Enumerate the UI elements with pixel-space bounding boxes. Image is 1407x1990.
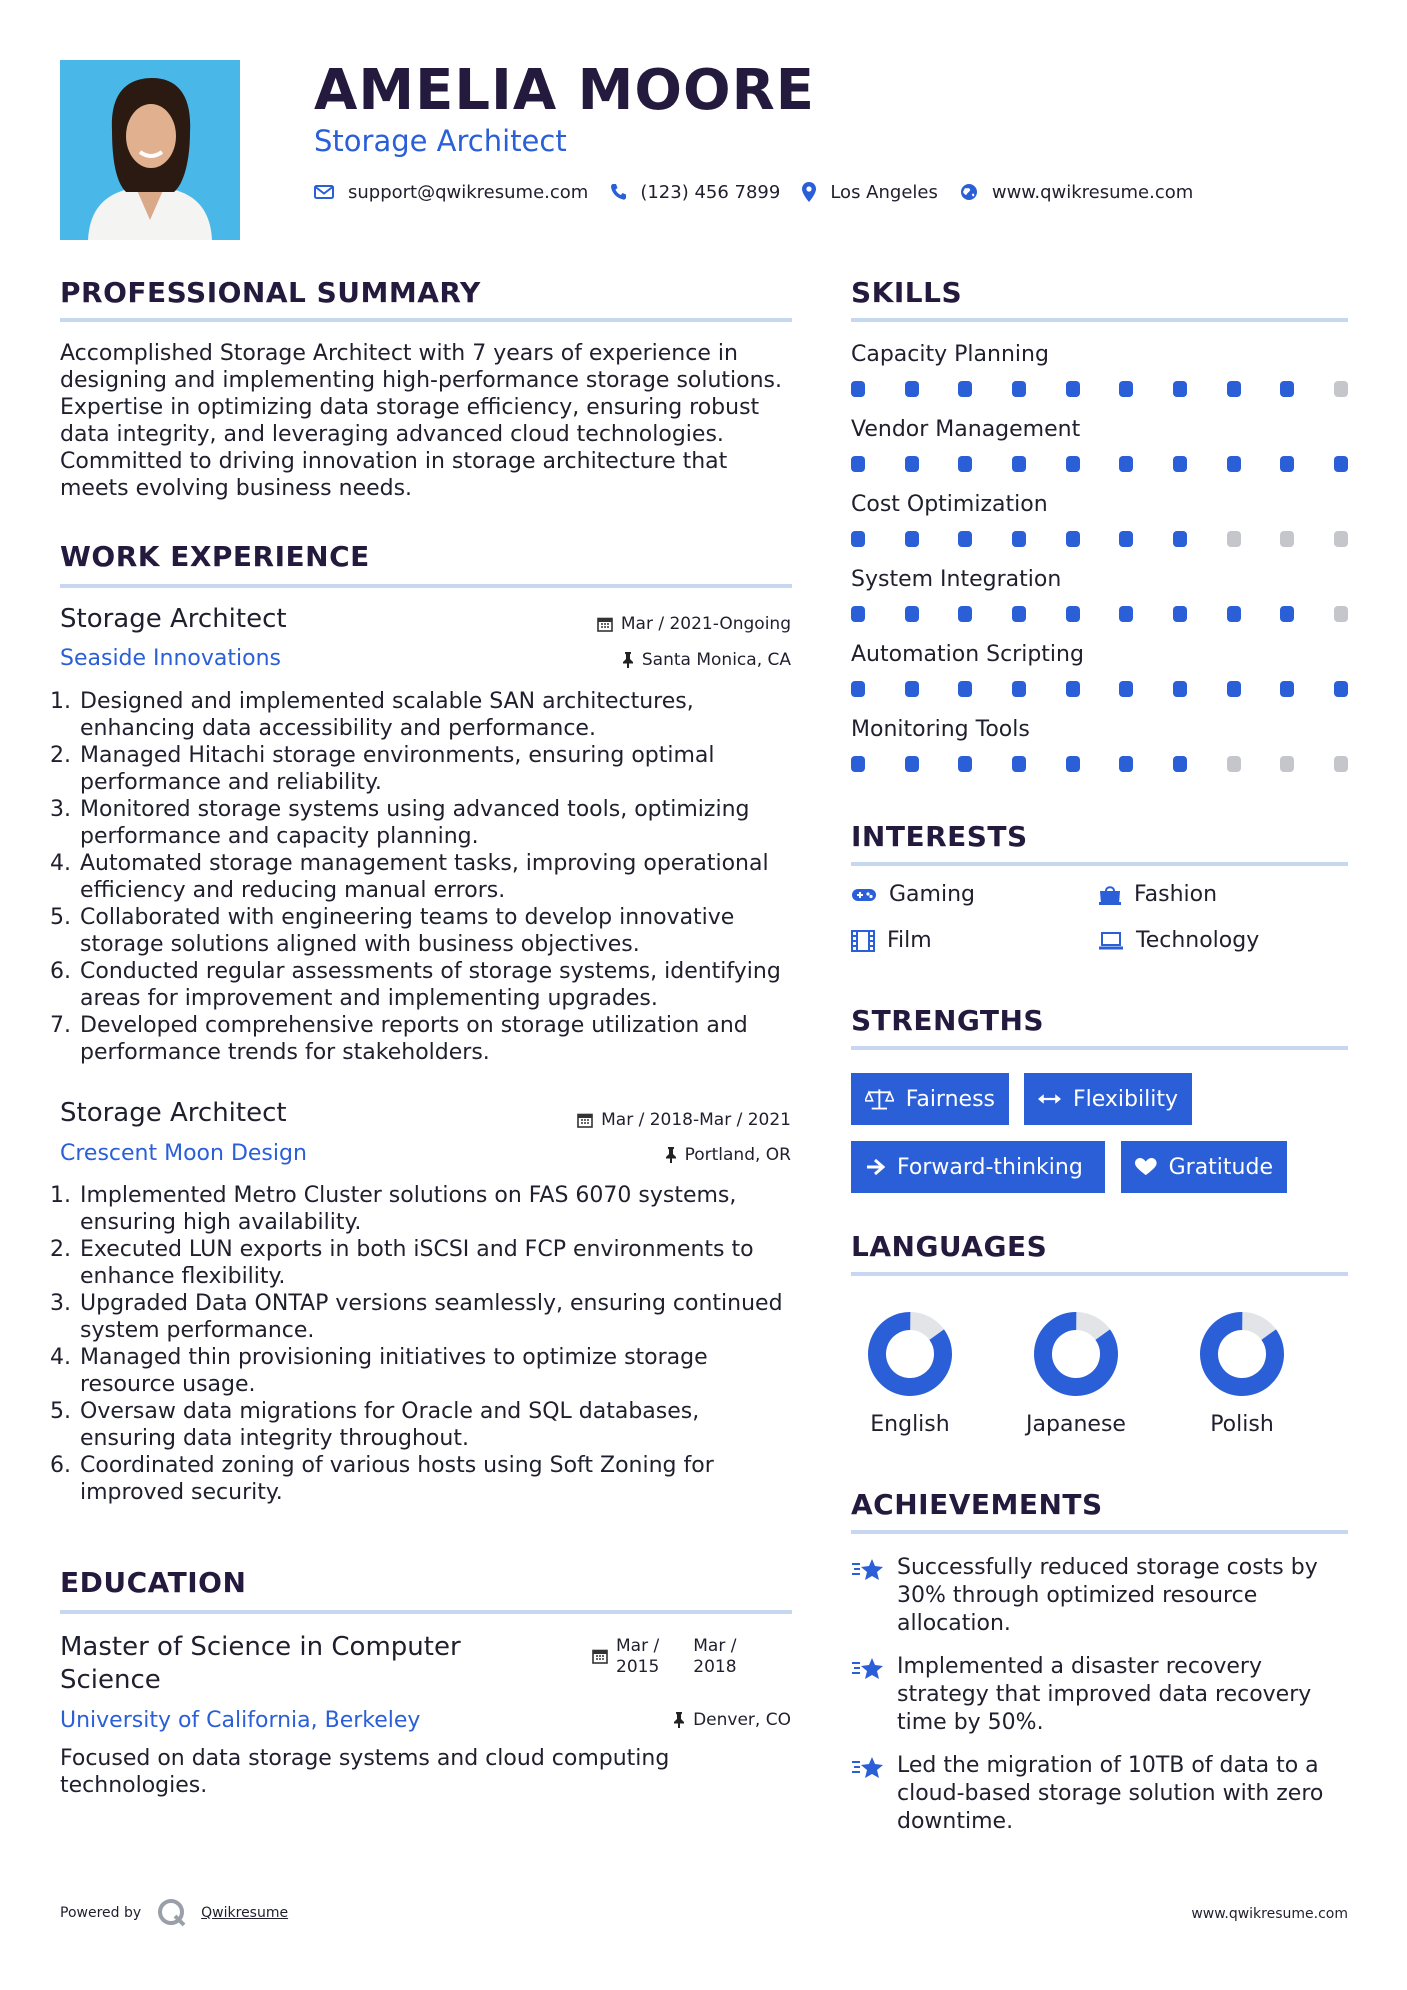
skill-dot-filled: [1066, 531, 1080, 547]
skill-dot-filled: [1227, 606, 1241, 622]
job-bullets: [54, 1182, 792, 1506]
skills-divider: [851, 318, 1348, 322]
skill-dot-filled: [905, 456, 919, 472]
education-description: Focused on data storage systems and cloud computing technologies.: [60, 1746, 670, 1798]
footer-website[interactable]: www.qwikresume.com: [1191, 1906, 1348, 1922]
arrow-right-icon: [865, 1158, 885, 1176]
skill-dot-filled: [851, 531, 865, 547]
summary-heading: PROFESSIONAL SUMMARY: [60, 276, 481, 309]
skill-dot-filled: [1119, 756, 1133, 772]
job-location: [622, 650, 791, 670]
language-item: [1006, 1310, 1146, 1437]
skill-name: Monitoring Tools: [851, 717, 1030, 742]
achievements-heading: ACHIEVEMENTS: [851, 1488, 1103, 1521]
languages-heading: LANGUAGES: [851, 1230, 1048, 1263]
skill-dot-filled: [958, 381, 972, 397]
job-location-text: Portland, OR: [684, 1145, 791, 1165]
end-month: Mar /: [693, 1636, 737, 1656]
interest-item: [1098, 928, 1259, 953]
achievement-item: [851, 1653, 1348, 1737]
qwikresume-logo-icon: [157, 1898, 187, 1928]
skill-dot-filled: [1066, 681, 1080, 697]
calendar-icon: [597, 616, 613, 632]
skill-dot-empty: [1280, 531, 1294, 547]
education-location: [673, 1710, 791, 1730]
job-bullet: 5. Oversaw data migrations for Oracle and SQL databases, ensuring data integrity throughout.: [78, 1398, 792, 1452]
job-dates-text: Mar / 2021-Ongoing: [620, 614, 791, 634]
skill-dot-filled: [1173, 756, 1187, 772]
job-bullet: 1. Designed and implemented scalable SAN architectures, enhancing data accessibility and performance.: [78, 688, 792, 742]
strengths-divider: [851, 1046, 1348, 1050]
job-bullet: 6. Conducted regular assessments of storage systems, identifying areas for improvement and implementing upgrades.: [78, 958, 792, 1012]
job-bullet: 5. Collaborated with engineering teams to develop innovative storage solutions aligned with business objectives.: [78, 904, 792, 958]
map-pin-icon: [802, 182, 816, 202]
skill-dot-filled: [1012, 531, 1026, 547]
education-dates: [592, 1636, 737, 1678]
shooting-star-icon: [851, 1754, 885, 1782]
company-name: Crescent Moon Design: [60, 1141, 307, 1166]
interest-item: [851, 928, 932, 953]
skill-dot-filled: [958, 681, 972, 697]
language-item: [840, 1310, 980, 1437]
education-location-text: Denver, CO: [693, 1710, 791, 1730]
skill-dot-filled: [905, 756, 919, 772]
school-name: University of California, Berkeley: [60, 1708, 421, 1733]
skill-rating: [851, 381, 1348, 397]
laptop-icon: [1098, 931, 1124, 951]
location-text: Los Angeles: [830, 181, 938, 203]
summary-divider: [60, 318, 792, 322]
job-bullet: 3. Monitored storage systems using advanced tools, optimizing performance and capacity planning.: [78, 796, 792, 850]
interest-label: Fashion: [1134, 882, 1218, 907]
calendar-icon: [577, 1112, 593, 1128]
skill-name: Cost Optimization: [851, 492, 1048, 517]
phone-icon: [610, 183, 626, 201]
skill-dot-empty: [1334, 606, 1348, 622]
job-bullet: 2. Managed Hitachi storage environments, ensuring optimal performance and reliability.: [78, 742, 792, 796]
skill-row: [851, 492, 1348, 547]
experience-divider: [60, 584, 792, 588]
experience-heading: WORK EXPERIENCE: [60, 540, 370, 573]
contact-website[interactable]: [960, 182, 1193, 203]
skill-dot-filled: [851, 606, 865, 622]
skill-dot-filled: [1280, 456, 1294, 472]
donut-fill: [1198, 1310, 1286, 1398]
skill-rating: [851, 531, 1348, 547]
strength-tag: [1024, 1073, 1192, 1125]
skill-dot-empty: [1334, 531, 1348, 547]
job-title: Storage Architect: [60, 604, 287, 634]
website-text: www.qwikresume.com: [991, 181, 1194, 203]
skill-dot-filled: [1173, 681, 1187, 697]
skill-dot-filled: [1066, 456, 1080, 472]
languages-divider: [851, 1272, 1348, 1276]
interest-item: [851, 882, 975, 907]
skill-dot-filled: [958, 456, 972, 472]
skill-dot-filled: [905, 681, 919, 697]
job-bullets: [54, 688, 792, 1066]
pushpin-icon: [673, 1712, 685, 1728]
interest-label: Film: [887, 928, 932, 953]
achievement-item: [851, 1554, 1348, 1638]
donut-fill: [1032, 1310, 1120, 1398]
skill-dot-filled: [905, 531, 919, 547]
summary-text: Accomplished Storage Architect with 7 years of experience in designing and implementing high-performance storage solutions. Expertise in optimizing data storage efficiency, ensuring robust data integrity, and leveraging advanced cloud technologies. Committed to driving innovation in storage architecture that meets evolving business needs.: [60, 341, 783, 501]
skill-row: [851, 717, 1348, 772]
interests-divider: [851, 862, 1348, 866]
job-title: Storage Architect: [60, 1098, 287, 1128]
strength-label: Gratitude: [1168, 1154, 1273, 1180]
job-bullet: 4. Automated storage management tasks, improving operational efficiency and reducing manual errors.: [78, 850, 792, 904]
contact-location: [802, 182, 938, 203]
skill-dot-filled: [1280, 381, 1294, 397]
candidate-name: AMELIA MOORE: [314, 58, 815, 123]
shooting-star-icon: [851, 1655, 885, 1683]
strength-tag: [851, 1141, 1105, 1193]
skill-dot-filled: [1119, 531, 1133, 547]
achievement-text: Successfully reduced storage costs by 30% through optimized resource allocation.: [897, 1555, 1318, 1636]
skill-dot-filled: [958, 531, 972, 547]
balance-scale-icon: [865, 1087, 894, 1111]
skill-dot-filled: [1012, 606, 1026, 622]
skill-dot-filled: [1173, 606, 1187, 622]
skill-dot-empty: [1334, 756, 1348, 772]
skill-dot-filled: [1173, 456, 1187, 472]
skill-dot-empty: [1227, 531, 1241, 547]
skill-dot-filled: [851, 456, 865, 472]
skill-dot-filled: [1334, 456, 1348, 472]
gamepad-icon: [851, 887, 877, 903]
skill-row: [851, 567, 1348, 622]
pushpin-icon: [665, 1147, 677, 1163]
skill-dot-filled: [1227, 456, 1241, 472]
skill-dot-filled: [1119, 456, 1133, 472]
calendar-icon: [592, 1648, 608, 1664]
skill-dot-filled: [905, 606, 919, 622]
skill-dot-filled: [958, 756, 972, 772]
education-divider: [60, 1610, 792, 1614]
job-bullet: 1. Implemented Metro Cluster solutions on FAS 6070 systems, ensuring high availability.: [78, 1182, 792, 1236]
profile-photo: [60, 60, 240, 240]
envelope-icon: [314, 184, 334, 200]
job-location-text: Santa Monica, CA: [641, 650, 791, 670]
achievement-text: Implemented a disaster recovery strategy that improved data recovery time by 50%.: [897, 1654, 1312, 1735]
globe-icon: [960, 183, 978, 201]
footer-powered-by: [60, 1898, 288, 1928]
skill-dot-empty: [1227, 756, 1241, 772]
start-year: 2015: [616, 1657, 660, 1677]
skill-dot-filled: [851, 381, 865, 397]
language-name: English: [870, 1412, 950, 1437]
skill-dot-filled: [1227, 381, 1241, 397]
shopping-bag-icon: [1098, 884, 1122, 906]
achievement-item: [851, 1752, 1348, 1836]
job-bullet: 6. Coordinated zoning of various hosts using Soft Zoning for improved security.: [78, 1452, 792, 1506]
skill-dot-filled: [1119, 681, 1133, 697]
skill-rating: [851, 456, 1348, 472]
language-donut: [1032, 1310, 1120, 1398]
interest-item: [1098, 882, 1217, 907]
powered-by-text: Powered by: [60, 1905, 142, 1921]
skill-dot-filled: [1119, 606, 1133, 622]
phone-text: (123) 456 7899: [640, 181, 781, 203]
skill-dot-filled: [851, 756, 865, 772]
skills-heading: SKILLS: [851, 276, 963, 309]
brand-link[interactable]: Qwikresume: [201, 1905, 289, 1921]
heart-icon: [1135, 1157, 1157, 1177]
skill-dot-empty: [1334, 381, 1348, 397]
skill-name: Capacity Planning: [851, 342, 1049, 367]
skill-dot-filled: [1012, 456, 1026, 472]
job-dates: [597, 614, 791, 634]
interests-heading: INTERESTS: [851, 820, 1028, 853]
education-heading: EDUCATION: [60, 1566, 247, 1599]
pushpin-icon: [622, 652, 634, 668]
skill-dot-filled: [1066, 381, 1080, 397]
skill-dot-filled: [1173, 381, 1187, 397]
degree-line-2: Science: [60, 1665, 161, 1695]
skill-name: Automation Scripting: [851, 642, 1084, 667]
strength-label: Fairness: [905, 1086, 995, 1112]
skill-dot-filled: [1280, 606, 1294, 622]
skill-dot-filled: [1334, 681, 1348, 697]
job-location: [665, 1145, 791, 1165]
job-dates: [577, 1110, 791, 1130]
skill-dot-filled: [1066, 606, 1080, 622]
job-bullet: 4. Managed thin provisioning initiatives to optimize storage resource usage.: [78, 1344, 792, 1398]
language-name: Polish: [1210, 1412, 1274, 1437]
skill-dot-filled: [1227, 681, 1241, 697]
job-bullet: 7. Developed comprehensive reports on storage utilization and performance trends for stakeholders.: [78, 1012, 792, 1066]
strength-tag: [1121, 1141, 1287, 1193]
start-month: Mar /: [616, 1636, 660, 1656]
contact-phone[interactable]: [610, 182, 780, 203]
skill-dot-empty: [1280, 756, 1294, 772]
skill-dot-filled: [1012, 381, 1026, 397]
interest-label: Gaming: [889, 882, 975, 907]
strength-label: Flexibility: [1073, 1086, 1178, 1112]
language-donut: [1198, 1310, 1286, 1398]
skill-row: [851, 417, 1348, 472]
interest-label: Technology: [1136, 928, 1260, 953]
film-icon: [851, 930, 875, 952]
skill-dot-filled: [905, 381, 919, 397]
arrows-horizontal-icon: [1038, 1092, 1061, 1106]
skill-dot-filled: [851, 681, 865, 697]
job-dates-text: Mar / 2018-Mar / 2021: [601, 1110, 791, 1130]
skill-dot-filled: [1012, 681, 1026, 697]
strength-label: Forward-thinking: [897, 1154, 1083, 1180]
skill-dot-filled: [1119, 381, 1133, 397]
skill-rating: [851, 606, 1348, 622]
degree-line-1: Master of Science in Computer: [60, 1632, 461, 1662]
skill-dot-filled: [1280, 681, 1294, 697]
skill-name: Vendor Management: [851, 417, 1081, 442]
strengths-heading: STRENGTHS: [851, 1004, 1045, 1037]
skill-rating: [851, 681, 1348, 697]
achievement-text: Led the migration of 10TB of data to a cloud-based storage solution with zero downtime.: [897, 1753, 1324, 1834]
skill-dot-filled: [1066, 756, 1080, 772]
email-text: support@qwikresume.com: [348, 181, 589, 203]
end-year: 2018: [693, 1657, 737, 1677]
skill-row: [851, 342, 1348, 397]
skill-dot-filled: [1173, 531, 1187, 547]
language-donut: [866, 1310, 954, 1398]
skill-rating: [851, 756, 1348, 772]
shooting-star-icon: [851, 1556, 885, 1584]
language-item: [1172, 1310, 1312, 1437]
contact-email[interactable]: [314, 182, 588, 203]
education-end: [693, 1636, 736, 1678]
job-bullet: 3. Upgraded Data ONTAP versions seamlessly, ensuring continued system performance.: [78, 1290, 792, 1344]
strength-tag: [851, 1073, 1009, 1125]
education-start: [616, 1636, 659, 1678]
achievements-divider: [851, 1530, 1348, 1534]
skill-dot-filled: [958, 606, 972, 622]
candidate-role: Storage Architect: [314, 124, 567, 158]
skill-dot-filled: [1012, 756, 1026, 772]
donut-fill: [866, 1310, 954, 1398]
contact-bar: [314, 178, 1215, 206]
language-name: Japanese: [1026, 1412, 1126, 1437]
skill-row: [851, 642, 1348, 697]
company-name: Seaside Innovations: [60, 646, 281, 671]
job-bullet: 2. Executed LUN exports in both iSCSI and FCP environments to enhance flexibility.: [78, 1236, 792, 1290]
skill-name: System Integration: [851, 567, 1062, 592]
